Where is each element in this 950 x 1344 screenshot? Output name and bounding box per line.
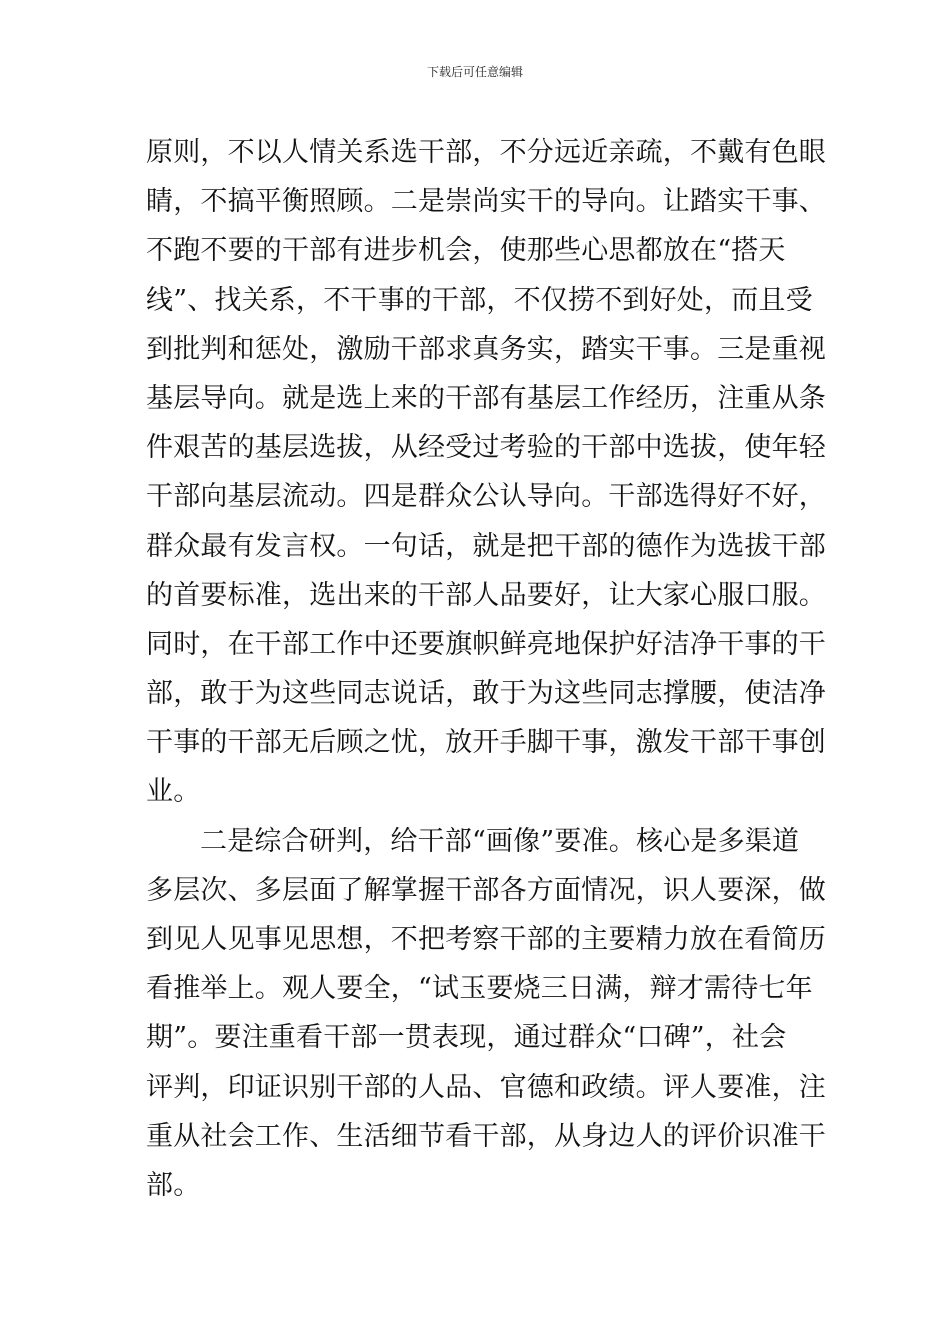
text-line: 不跑不要的干部有进步机会，使那些心思都放在“搭天 [146, 235, 786, 267]
text-line: 部。 [146, 1169, 201, 1201]
text-line: 基层导向。就是选上来的干部有基层工作经历，注重从条 [146, 382, 826, 414]
text-line: 看推举上。观人要全，“试玉要烧三日满，辩才需待七年 [146, 973, 813, 1005]
text-line: 评判，印证识别干部的人品、官德和政绩。评人要准，注 [146, 1071, 826, 1103]
text-line: 干事的干部无后顾之忧，放开手脚干事，激发干部干事创 [146, 727, 826, 759]
text-line: 的首要标准，选出来的干部人品要好，让大家心服口服。 [146, 579, 826, 611]
text-line: 原则，不以人情关系选干部，不分远近亲疏，不戴有色眼 [146, 137, 826, 168]
text-line: 期”。要注重看干部一贯表现，通过群众“口碑”，社会 [146, 1022, 787, 1054]
paragraph-start-line: 二是综合研判，给干部“画像”要准。核心是多渠道 [200, 825, 800, 857]
text-line: 部，敢于为这些同志说话，敢于为这些同志撑腰，使洁净 [146, 678, 826, 710]
text-line: 群众最有发言权。一句话，就是把干部的德作为选拔干部 [146, 530, 826, 562]
text-line: 多层次、多层面了解掌握干部各方面情况，识人要深，做 [146, 874, 826, 906]
text-line: 到见人见事见思想，不把考察干部的主要精力放在看简历 [146, 924, 826, 955]
text-line: 线”、找关系，不干事的干部，不仅捞不到好处，而且受 [146, 284, 813, 316]
text-line: 到批判和惩处，激励干部求真务实，踏实干事。三是重视 [146, 333, 826, 365]
body-text [146, 128, 826, 1210]
text-line: 业。 [146, 776, 201, 808]
text-line: 重从社会工作、生活细节看干部，从身边人的评价识准干 [146, 1120, 826, 1152]
text-line: 干部向基层流动。四是群众公认导向。干部选得好不好， [146, 481, 826, 513]
text-line: 睛，不搞平衡照顾。二是崇尚实干的导向。让踏实干事、 [146, 186, 826, 218]
text-line: 件艰苦的基层选拔，从经受过考验的干部中选拔，使年轻 [146, 432, 826, 464]
text-line: 同时，在干部工作中还要旗帜鲜亮地保护好洁净干事的干 [146, 628, 826, 660]
header-note: 下载后可任意编辑 [426, 65, 523, 79]
